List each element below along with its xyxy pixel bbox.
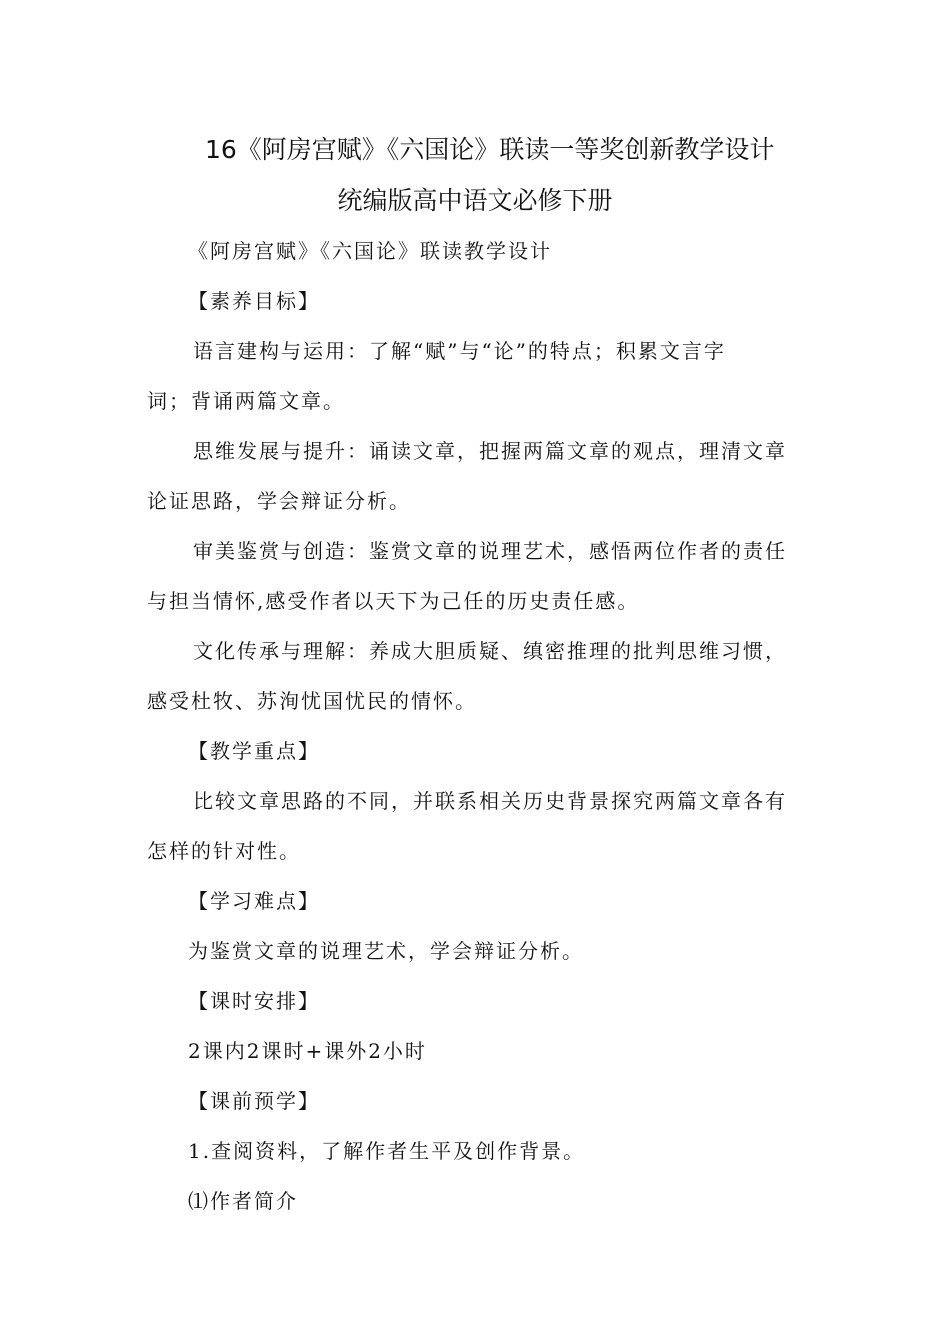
goal-thinking-line-2: 论证思路，学会辩证分析。 <box>147 489 411 513</box>
section-heading-schedule: 【课时安排】 <box>188 989 320 1013</box>
goal-culture-line-1: 文化传承与理解：养成大胆质疑、缜密推理的批判思维习惯， <box>193 639 787 663</box>
goal-culture-line-2: 感受杜牧、苏洵忧国忧民的情怀。 <box>147 689 477 713</box>
key-points-line-1: 比较文章思路的不同，并联系相关历史背景探究两篇文章各有 <box>193 789 787 813</box>
section-heading-key-points: 【教学重点】 <box>188 739 320 763</box>
goal-language-line-2: 词；背诵两篇文章。 <box>147 389 345 413</box>
document-subtitle: 统编版高中语文必修下册 <box>337 186 613 215</box>
goal-aesthetic-line-1: 审美鉴赏与创造：鉴赏文章的说理艺术，感悟两位作者的责任 <box>193 539 787 563</box>
section-heading-difficulties: 【学习难点】 <box>188 889 320 913</box>
preview-subitem-author: ⑴作者简介 <box>188 1189 298 1213</box>
section-heading-goals: 【素养目标】 <box>188 289 320 313</box>
goal-language-line-1: 语言建构与运用：了解“赋”与“论”的特点；积累文言字 <box>193 339 726 363</box>
document-title: 16《阿房宫赋》《六国论》联读一等奖创新教学设计 <box>205 135 775 164</box>
goal-thinking-line-1: 思维发展与提升：诵读文章，把握两篇文章的观点，理清文章 <box>193 439 787 463</box>
key-points-line-2: 怎样的针对性。 <box>147 839 301 863</box>
section-heading-preview: 【课前预学】 <box>188 1089 320 1113</box>
preview-item-1: 1.查阅资料，了解作者生平及创作背景。 <box>188 1139 586 1163</box>
difficulties-line: 为鉴赏文章的说理艺术，学会辩证分析。 <box>188 939 584 963</box>
schedule-line: 2课内2课时+课外2小时 <box>188 1039 427 1063</box>
goal-aesthetic-line-2: 与担当情怀,感受作者以天下为己任的历史责任感。 <box>147 589 640 613</box>
design-title-line: 《阿房宫赋》《六国论》联读教学设计 <box>188 239 552 263</box>
